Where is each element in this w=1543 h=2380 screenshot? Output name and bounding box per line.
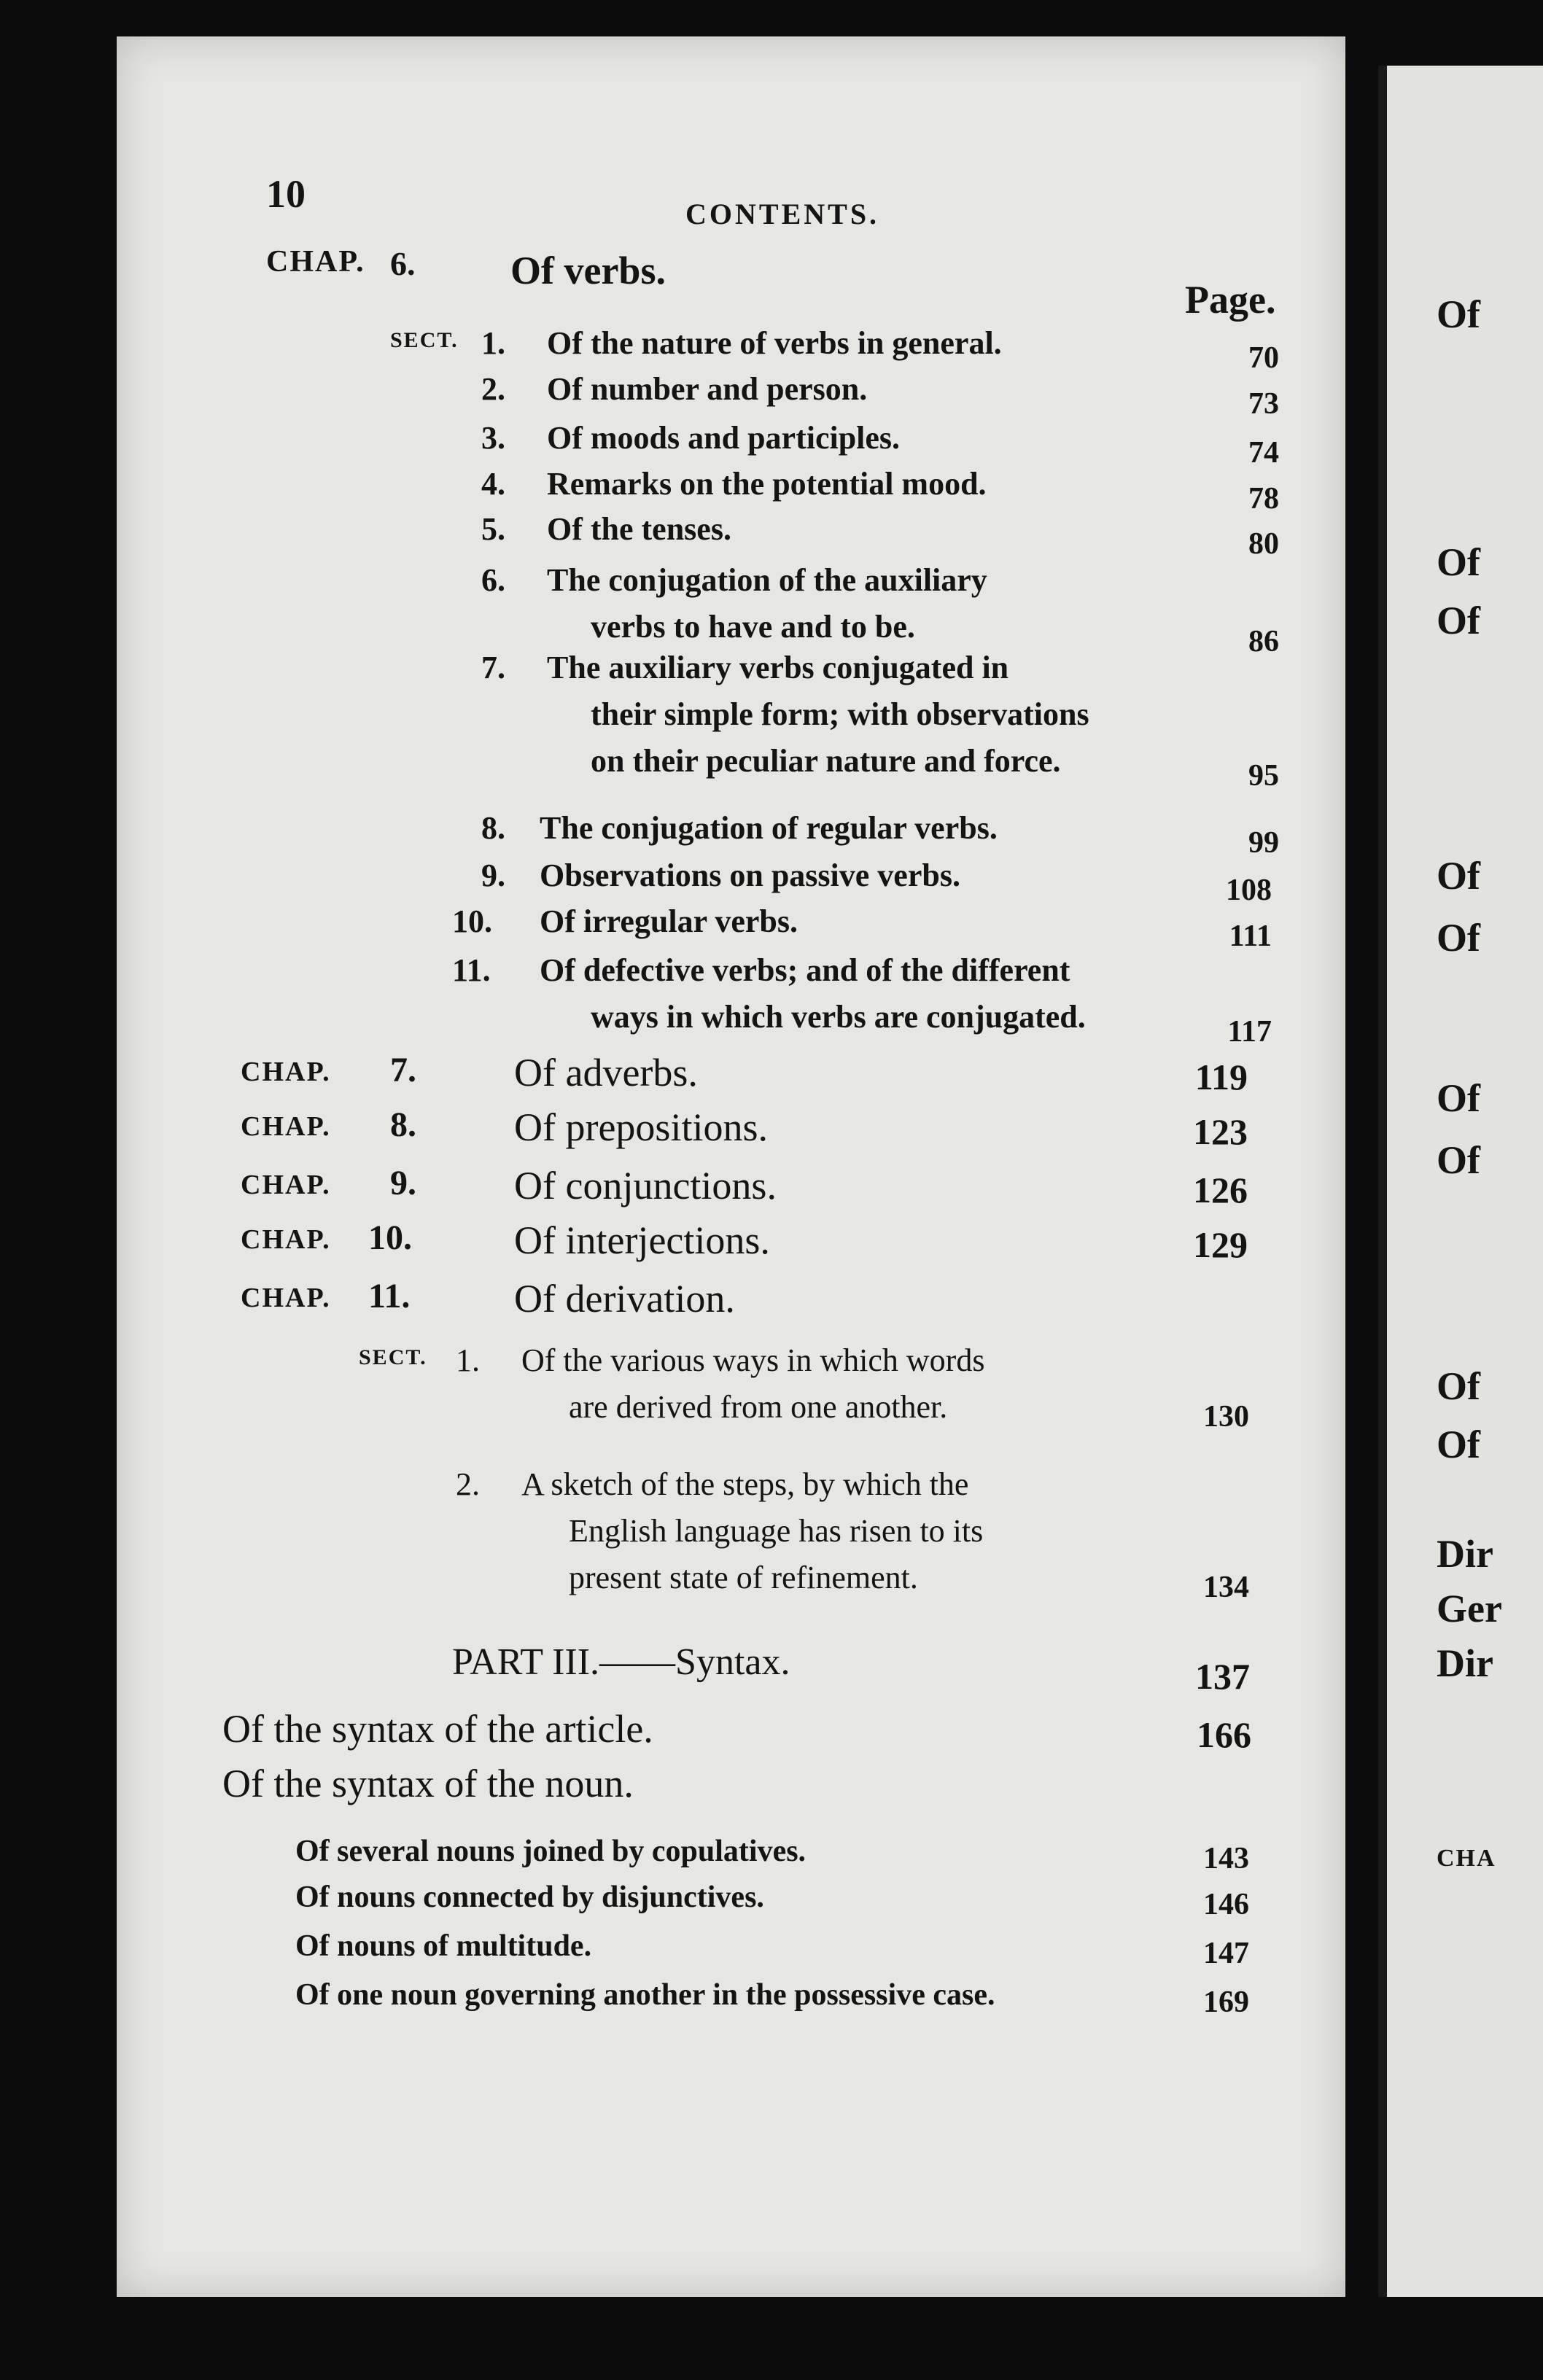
page-ref: 119 (1194, 1057, 1248, 1097)
chap-number: 8. (390, 1105, 416, 1144)
section-number: 11. (452, 952, 491, 988)
chapter-title: Of conjunctions. (514, 1164, 777, 1208)
page-ref: 169 (1203, 1986, 1249, 2019)
section-number: 4. (481, 466, 505, 502)
right-page-edge (1378, 66, 1543, 2297)
page-ref: 134 (1203, 1571, 1249, 1604)
page-ref: 74 (1248, 436, 1279, 470)
sect-label: SECT. (390, 328, 459, 352)
chap-number: 9. (390, 1164, 416, 1202)
section-title: Of the nature of verbs in general. (547, 325, 1002, 361)
subentry: Of one noun governing another in the possessive case. (295, 1978, 995, 2012)
section-title: Observations on passive verbs. (540, 858, 960, 893)
section-number: 9. (481, 858, 505, 893)
page-ref: 143 (1203, 1842, 1249, 1875)
page-ref: 146 (1203, 1888, 1249, 1921)
section-title: present state of refinement. (569, 1560, 918, 1595)
chapter-title: Of prepositions. (514, 1105, 768, 1149)
page-ref: 73 (1248, 387, 1279, 421)
page-ref: 126 (1193, 1170, 1248, 1210)
right-page-text: Ger (1437, 1587, 1502, 1630)
right-page-text: Of (1437, 1138, 1480, 1182)
part-heading: PART III.——Syntax. (452, 1641, 790, 1683)
subentry: Of nouns connected by disjunctives. (295, 1881, 764, 1914)
right-page-text: Of (1437, 1364, 1480, 1408)
page-ref: 99 (1248, 826, 1279, 860)
section-number: 7. (481, 650, 505, 685)
page-ref: 129 (1193, 1224, 1248, 1265)
section-title: Of the tenses. (547, 511, 731, 547)
chap-number: 6. (390, 245, 416, 282)
page-ref: 123 (1193, 1111, 1248, 1152)
right-page-text: Of (1437, 1076, 1480, 1120)
page-ref: 70 (1248, 341, 1279, 375)
chap-label: CHAP. (241, 1111, 331, 1142)
chap-label: CHAP. (241, 1057, 331, 1087)
chapter-title: Of adverbs. (514, 1051, 698, 1094)
section-number: 5. (481, 511, 505, 547)
page-number: 10 (266, 172, 306, 216)
chap-label: CHAP. (241, 1224, 331, 1255)
section-number: 6. (481, 562, 505, 598)
chap-number: 10. (368, 1218, 412, 1257)
page-ref: 117 (1227, 1015, 1272, 1049)
page-ref: 147 (1203, 1937, 1249, 1970)
section-title: The conjugation of the auxiliary (547, 562, 987, 598)
section-title: ways in which verbs are conjugated. (591, 999, 1086, 1035)
right-page-text: CHA (1437, 1845, 1496, 1872)
chap-label: CHAP. (241, 1170, 331, 1200)
section-title: Of irregular verbs. (540, 903, 798, 939)
right-page-text: Of (1437, 599, 1480, 642)
section-number: 1. (456, 1342, 480, 1378)
chap-label: CHAP. (266, 245, 365, 279)
section-title: Remarks on the potential mood. (547, 466, 987, 502)
section-title: Of moods and participles. (547, 420, 901, 456)
subentry: Of nouns of multitude. (295, 1929, 592, 1963)
section-title: English language has risen to its (569, 1513, 984, 1549)
right-page-text: Dir (1437, 1532, 1493, 1576)
running-title: CONTENTS. (685, 198, 880, 230)
page-ref: 86 (1248, 625, 1279, 658)
syntax-entry: Of the syntax of the noun. (222, 1762, 634, 1805)
page-ref: 137 (1195, 1656, 1250, 1697)
section-title: are derived from one another. (569, 1389, 948, 1425)
section-number: 8. (481, 810, 505, 846)
page-ref: 108 (1226, 874, 1272, 907)
section-number: 2. (456, 1466, 480, 1502)
section-title: Of defective verbs; and of the different (540, 952, 1070, 988)
page-ref: 78 (1248, 482, 1279, 516)
sect-label: SECT. (359, 1345, 427, 1369)
chapter-title: Of verbs. (510, 249, 666, 292)
chap-number: 7. (390, 1051, 416, 1089)
chapter-title: Of derivation. (514, 1277, 735, 1321)
right-page-text: Of (1437, 540, 1480, 584)
section-title: A sketch of the steps, by which the (521, 1466, 969, 1502)
chapter-title: Of interjections. (514, 1218, 770, 1262)
chap-label: CHAP. (241, 1283, 331, 1313)
section-title: verbs to have and to be. (591, 609, 915, 645)
right-page-text: Of (1437, 1423, 1480, 1466)
subentry: Of several nouns joined by copulatives. (295, 1835, 807, 1868)
right-page-text: Dir (1437, 1641, 1493, 1685)
page-ref: 166 (1197, 1714, 1251, 1755)
section-title: The auxiliary verbs conjugated in (547, 650, 1009, 685)
section-title: The conjugation of regular verbs. (540, 810, 998, 846)
syntax-entry: Of the syntax of the article. (222, 1707, 653, 1751)
section-title: Of the various ways in which words (521, 1342, 985, 1378)
section-number: 10. (452, 903, 492, 939)
right-page-text: Of (1437, 292, 1480, 336)
section-number: 2. (481, 371, 505, 407)
right-page-text: Of (1437, 916, 1480, 960)
page-ref: 111 (1229, 919, 1272, 953)
section-title: on their peculiar nature and force. (591, 743, 1061, 779)
page-column-heading: Page. (1185, 278, 1276, 322)
chap-number: 11. (368, 1277, 411, 1315)
section-title: Of number and person. (547, 371, 868, 407)
section-number: 3. (481, 420, 505, 456)
section-title: their simple form; with observations (591, 696, 1089, 732)
section-number: 1. (481, 325, 505, 361)
page-ref: 80 (1248, 527, 1279, 561)
page-ref: 95 (1248, 759, 1279, 793)
right-page-text: Of (1437, 854, 1480, 898)
page-ref: 130 (1203, 1400, 1249, 1434)
